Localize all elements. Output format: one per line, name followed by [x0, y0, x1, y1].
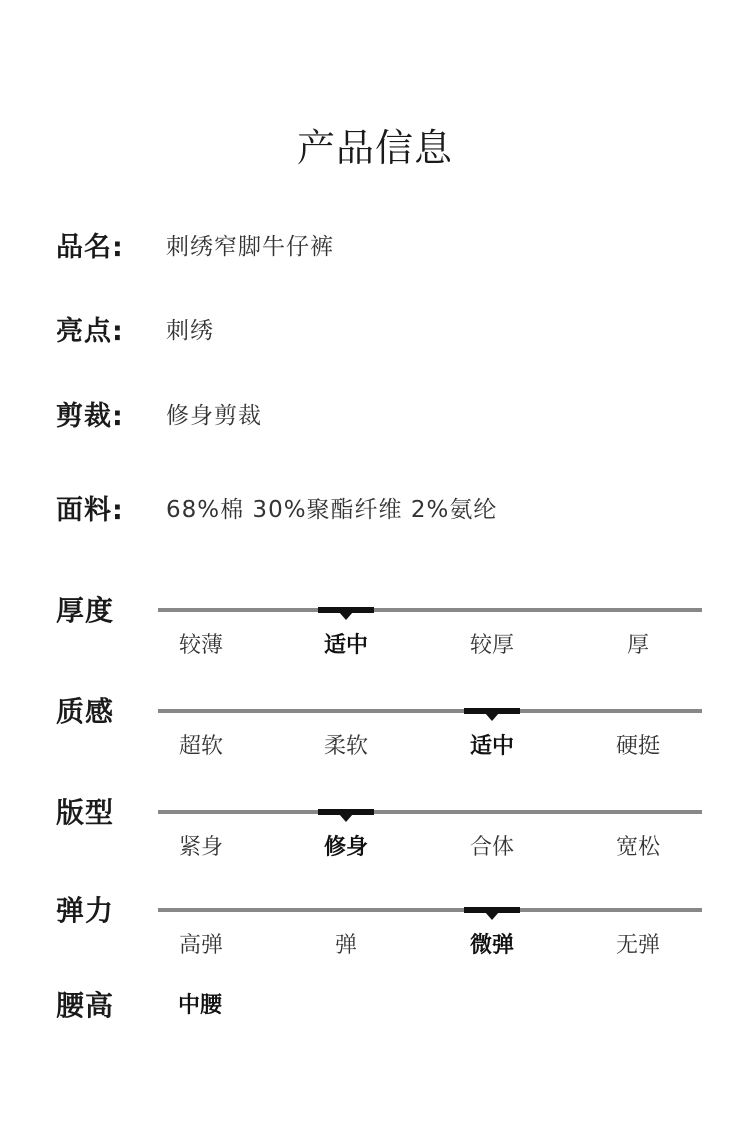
info-label: 面料: — [56, 494, 124, 526]
scale-option: 弹 — [334, 933, 357, 958]
scale-marker — [318, 809, 374, 815]
scale-option: 较厚 — [469, 633, 514, 658]
scale-marker — [318, 607, 374, 613]
scale-track — [158, 608, 702, 612]
waist-row — [0, 986, 750, 1026]
scale-texture — [0, 692, 750, 772]
info-label: 剪裁: — [56, 400, 124, 432]
scale-option: 超软 — [178, 734, 223, 759]
scale-option: 厚 — [626, 633, 649, 658]
info-row-highlight — [56, 308, 214, 348]
info-value: 修身剪裁 — [166, 402, 262, 429]
info-value: 68%棉 30%聚酯纤维 2%氨纶 — [166, 496, 498, 523]
info-row-name — [56, 224, 334, 264]
scale-option: 较薄 — [178, 633, 223, 658]
scale-track — [158, 908, 702, 912]
page-title: 产品信息 — [296, 126, 453, 170]
scale-option: 修身 — [323, 835, 368, 860]
info-label: 亮点: — [56, 315, 124, 347]
scale-track — [158, 709, 702, 713]
info-value: 刺绣窄脚牛仔裤 — [166, 233, 334, 260]
scale-label: 弹力 — [56, 894, 115, 927]
scale-option: 紧身 — [178, 835, 223, 860]
scale-option: 柔软 — [323, 734, 368, 759]
scale-marker — [464, 907, 520, 913]
waist-label: 腰高 — [56, 989, 115, 1022]
scale-thickness — [0, 591, 750, 671]
scale-option: 合体 — [469, 835, 514, 860]
scale-option: 宽松 — [615, 835, 660, 860]
scale-fit — [0, 793, 750, 873]
info-value: 刺绣 — [166, 317, 214, 344]
scale-option: 适中 — [469, 734, 514, 759]
info-row-cut — [56, 393, 262, 433]
scale-option: 高弹 — [178, 933, 223, 958]
scale-label: 版型 — [56, 796, 115, 829]
scale-marker — [464, 708, 520, 714]
scale-option: 硬挺 — [615, 734, 660, 759]
info-label: 品名: — [56, 231, 124, 263]
info-row-fabric — [56, 487, 497, 527]
scale-option: 无弹 — [615, 933, 660, 958]
scale-option: 适中 — [323, 633, 368, 658]
scale-label: 质感 — [56, 695, 115, 728]
scale-track — [158, 810, 702, 814]
scale-label: 厚度 — [56, 594, 115, 627]
scale-elasticity — [0, 891, 750, 971]
waist-value: 中腰 — [178, 993, 223, 1018]
scale-option: 微弹 — [469, 933, 514, 958]
